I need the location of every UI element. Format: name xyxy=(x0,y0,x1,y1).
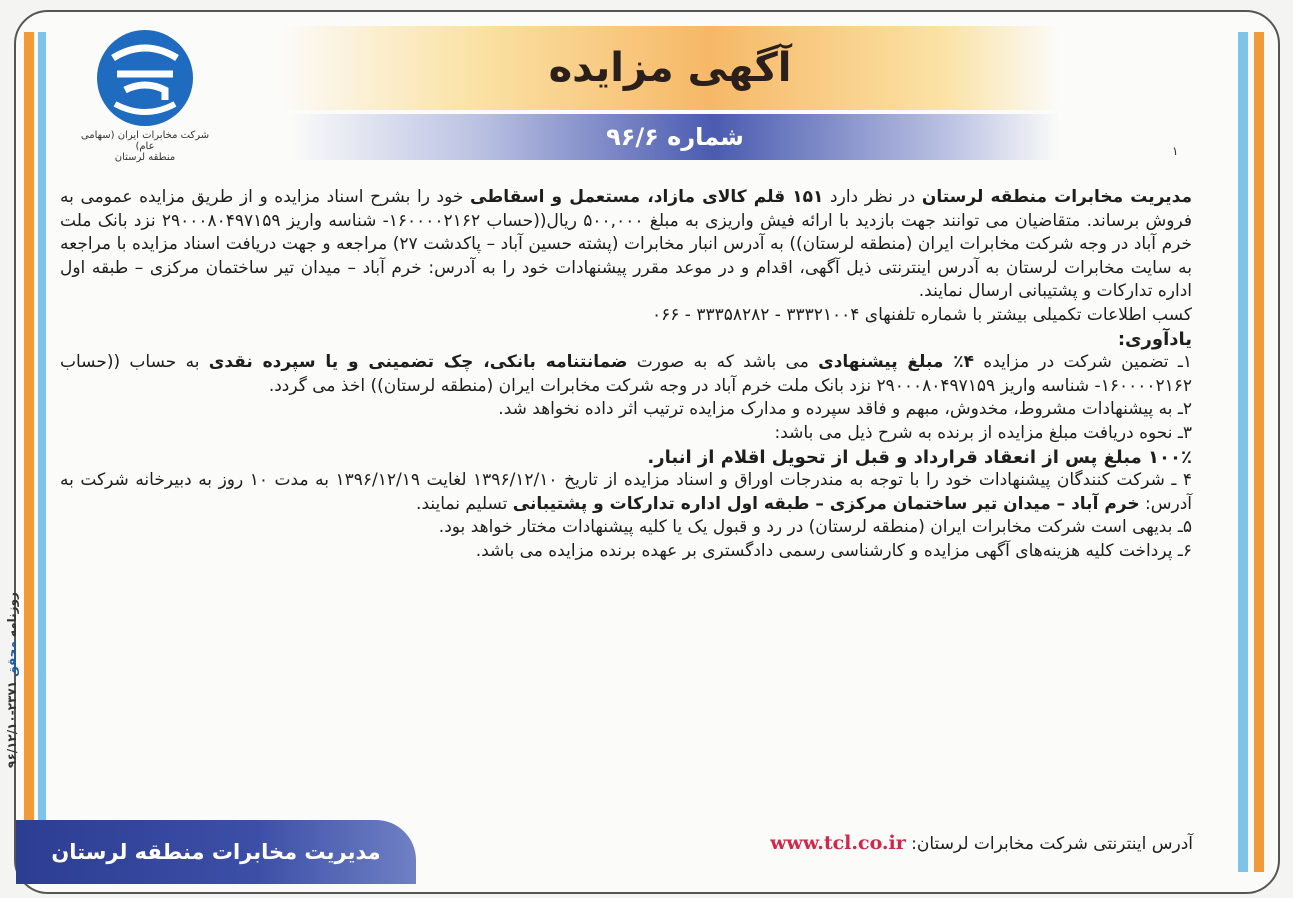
reminder-item-6: ۶ـ پرداخت کلیه هزینه‌های آگهی مزایده و کارشناسی رسمی دادگستری بر عهده برنده مزایده می باشد. xyxy=(475,540,1192,561)
item1-b: ۴٪ مبلغ پیشنهادی xyxy=(818,352,974,373)
right-orange-stripe xyxy=(1254,32,1264,872)
intro-items: ۱۵۱ قلم کالای مازاد، مستعمل و اسقاطی xyxy=(470,187,824,207)
ad-number: شماره ۹۶/۶ xyxy=(606,123,744,151)
reminder-item-1 xyxy=(60,351,1192,398)
caption-brand: محقق xyxy=(5,641,19,677)
newspaper-caption xyxy=(0,565,24,795)
item4-a: ۴ ـ شرکت کنندگان پیشنهادات خود را با توجه به مندرجات اوراق و اسناد مزایده از تاریخ ۱۳۹۶/۱۲/۱۰ لغایت ۱۳۹۶/۱۲/۱۹ به مدت ۱۰ روز به دبیرخانه شرکت به آدرس: xyxy=(60,470,1192,514)
left-blue-stripe xyxy=(38,32,46,832)
footer-org: مدیریت مخابرات منطقه لرستان xyxy=(51,840,381,864)
intro-text-b: خود را بشرح اسناد مزایده و از طریق مزایده عمومی به فروش برساند. متقاضیان می توانند جهت بازدید با ارائه فیش واریزی به مبلغ ۵۰۰,۰۰۰ ریال((حساب ۱۶۰۰۰۰۲۱۶۲- شناسه واریز ۲۹۰۰۰۸۰۴۹۷۱۵۹ نزد بانک ملت خرم آباد در وجه شرکت مخابرات ایران (منطقه لرستان)) به آدرس انبار مخابرات (پشته حسین آباد – پاکدشت ۲۷) مراجعه و جهت دریافت اسناد مزایده با مراجعه به سایت مخابرات لرستان به آدرس اینترنتی ذیل آگهی، اقدام و در موعد مقرر پیشنهادات خود را به آدرس: خرم آباد – میدان تیر ساختمان مرکزی – طبقه اول اداره تدارکات و پشتیبانی ارسال نمایند. xyxy=(60,187,1192,302)
right-blue-stripe xyxy=(1238,32,1248,872)
footer-band xyxy=(16,820,416,884)
logo-line-region: منطقه لرستان xyxy=(114,152,176,163)
caption-issue: ۲۳۷۱-۹۶/۱۲/۱۰ xyxy=(5,680,19,768)
company-logo xyxy=(80,28,210,170)
footer-address xyxy=(770,832,1193,854)
reminder-item-3: ۳ـ نحوه دریافت مبلغ مزایده از برنده به شرح ذیل می باشد: xyxy=(774,422,1192,443)
reminder-item-4 xyxy=(60,469,1192,516)
title-banner xyxy=(280,26,1060,110)
item4-b: خرم آباد – میدان تیر ساختمان مرکزی – طبقه اول اداره تدارکات و پشتیبانی xyxy=(512,493,1140,514)
website-link[interactable]: www.tcl.co.ir xyxy=(770,832,906,854)
ad-body xyxy=(60,186,1192,564)
item1-c: می باشد که به صورت xyxy=(627,352,819,373)
intro-text-a: در نظر دارد xyxy=(823,187,922,207)
item1-e: به حساب ((حساب ۱۶۰۰۰۰۲۱۶۲- شناسه واریز ۲۹۰۰۰۸۰۴۹۷۱۵۹ نزد بانک ملت خرم آباد در وجه شرکت مخابرات ایران (منطقه لرستان)) اخذ می گردد. xyxy=(60,352,1192,396)
address-label: آدرس اینترنتی شرکت مخابرات لرستان: xyxy=(905,834,1193,854)
intro-paragraph xyxy=(60,186,1192,304)
telecom-logo-icon xyxy=(95,28,195,128)
reminders-heading: یادآوری: xyxy=(1117,328,1192,350)
payment-highlight: ۱۰۰٪ مبلغ پس از انعقاد قرارداد و قبل از تحویل اقلام از انبار. xyxy=(647,446,1192,468)
number-banner xyxy=(290,114,1060,160)
reminder-item-5: ۵ـ بدیهی است شرکت مخابرات ایران (منطقه لرستان) در رد و قبول یک یا کلیه پیشنهادات مختار خواهد بود. xyxy=(438,517,1192,538)
page-title: آگهی مزایده xyxy=(548,45,792,91)
page-index: ۱ xyxy=(1172,144,1179,158)
reminder-item-2: ۲ـ به پیشنهادات مشروط، مخدوش، مبهم و فاقد سپرده و مدارک مزایده ترتیب اثر داده نخواهد شد. xyxy=(498,399,1192,420)
item1-a: ۱ـ تضمین شرکت در مزایده xyxy=(974,352,1192,373)
contact-line: کسب اطلاعات تکمیلی بیشتر با شماره تلفنهای ۳۳۳۲۱۰۰۴ - ۳۳۳۵۸۲۸۲ - ۰۶۶ xyxy=(651,304,1192,325)
intro-org: مدیریت مخابرات منطقه لرستان xyxy=(921,187,1192,207)
caption-prefix: روزنامه xyxy=(5,592,19,638)
item4-c: تسلیم نمایند. xyxy=(416,493,513,514)
logo-line-company: شرکت مخابرات ایران (سهامی عام) xyxy=(80,130,210,152)
left-orange-stripe xyxy=(24,32,34,872)
item1-d: ضمانتنامه بانکی، چک تضمینی و یا سپرده نقدی xyxy=(208,352,628,373)
